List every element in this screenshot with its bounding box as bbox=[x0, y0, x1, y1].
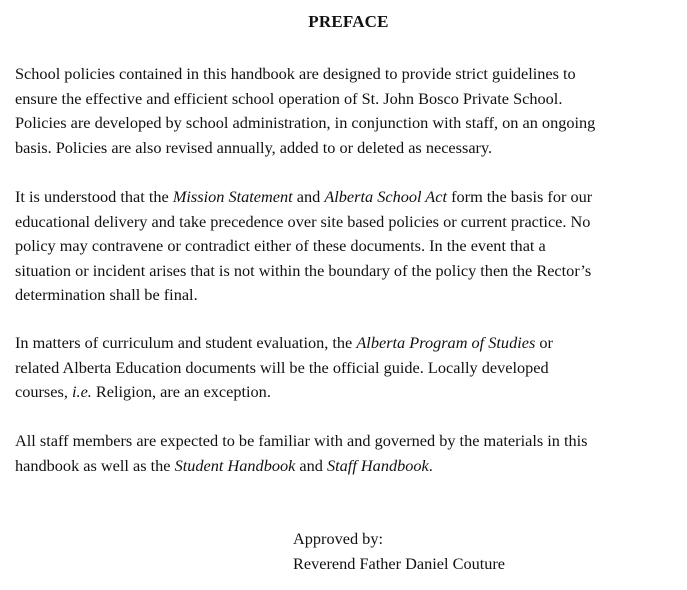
text-segment: Religion, are an exception. bbox=[91, 382, 271, 401]
mission-statement-title: Mission Statement bbox=[172, 187, 293, 206]
approved-by-label: Approved by: bbox=[293, 529, 383, 548]
text-segment: In matters of curriculum and student evaluation, the bbox=[15, 333, 357, 352]
paragraph-basis bbox=[15, 185, 685, 308]
ie-abbreviation: i.e. bbox=[71, 382, 92, 401]
text-line bbox=[15, 331, 685, 356]
text-line bbox=[15, 380, 685, 405]
paragraph-staff bbox=[15, 429, 685, 478]
text-segment: form the basis for our bbox=[447, 187, 593, 206]
paragraph-curriculum bbox=[15, 331, 685, 405]
program-of-studies-title: Alberta Program of Studies bbox=[356, 333, 536, 352]
staff-handbook-title: Staff Handbook bbox=[327, 455, 429, 475]
approval-block bbox=[293, 527, 505, 576]
text-segment: or bbox=[535, 333, 553, 352]
text-line: Policies are developed by school administration, in conjunction with staff, on an ongoing bbox=[15, 113, 596, 132]
text-line: related Alberta Education documents will be the official guide. Locally developed bbox=[15, 357, 549, 377]
text-line bbox=[15, 454, 685, 479]
student-handbook-title: Student Handbook bbox=[174, 455, 296, 475]
text-line: All staff members are expected to be familiar with and governed by the materials in this bbox=[15, 431, 588, 450]
paragraph-policies bbox=[15, 62, 685, 160]
text-segment: . bbox=[428, 455, 433, 475]
text-line: ensure the effective and efficient school operation of St. John Bosco Private School. bbox=[15, 88, 563, 108]
text-line: determination shall be final. bbox=[15, 285, 198, 304]
text-line: policy may contravene or contradict either of these documents. In the event that a bbox=[15, 236, 546, 255]
text-segment: courses, bbox=[15, 382, 72, 401]
text-segment: handbook as well as the bbox=[15, 455, 175, 475]
text-segment: and bbox=[292, 187, 325, 206]
page-title: PREFACE bbox=[308, 12, 389, 31]
text-segment: It is understood that the bbox=[15, 187, 173, 206]
approver-name: Reverend Father Daniel Couture bbox=[293, 553, 506, 573]
text-segment: and bbox=[295, 455, 327, 475]
text-line: educational delivery and take precedence over site based policies or current practice. No bbox=[15, 211, 591, 231]
school-act-title: Alberta School Act bbox=[324, 187, 448, 206]
text-line: School policies contained in this handbook are designed to provide strict guidelines to bbox=[15, 64, 576, 83]
text-line: situation or incident arises that is not within the boundary of the policy then the Rector’s bbox=[15, 260, 592, 280]
text-line: basis. Policies are also revised annually, added to or deleted as necessary. bbox=[15, 137, 493, 157]
text-line bbox=[15, 185, 685, 210]
